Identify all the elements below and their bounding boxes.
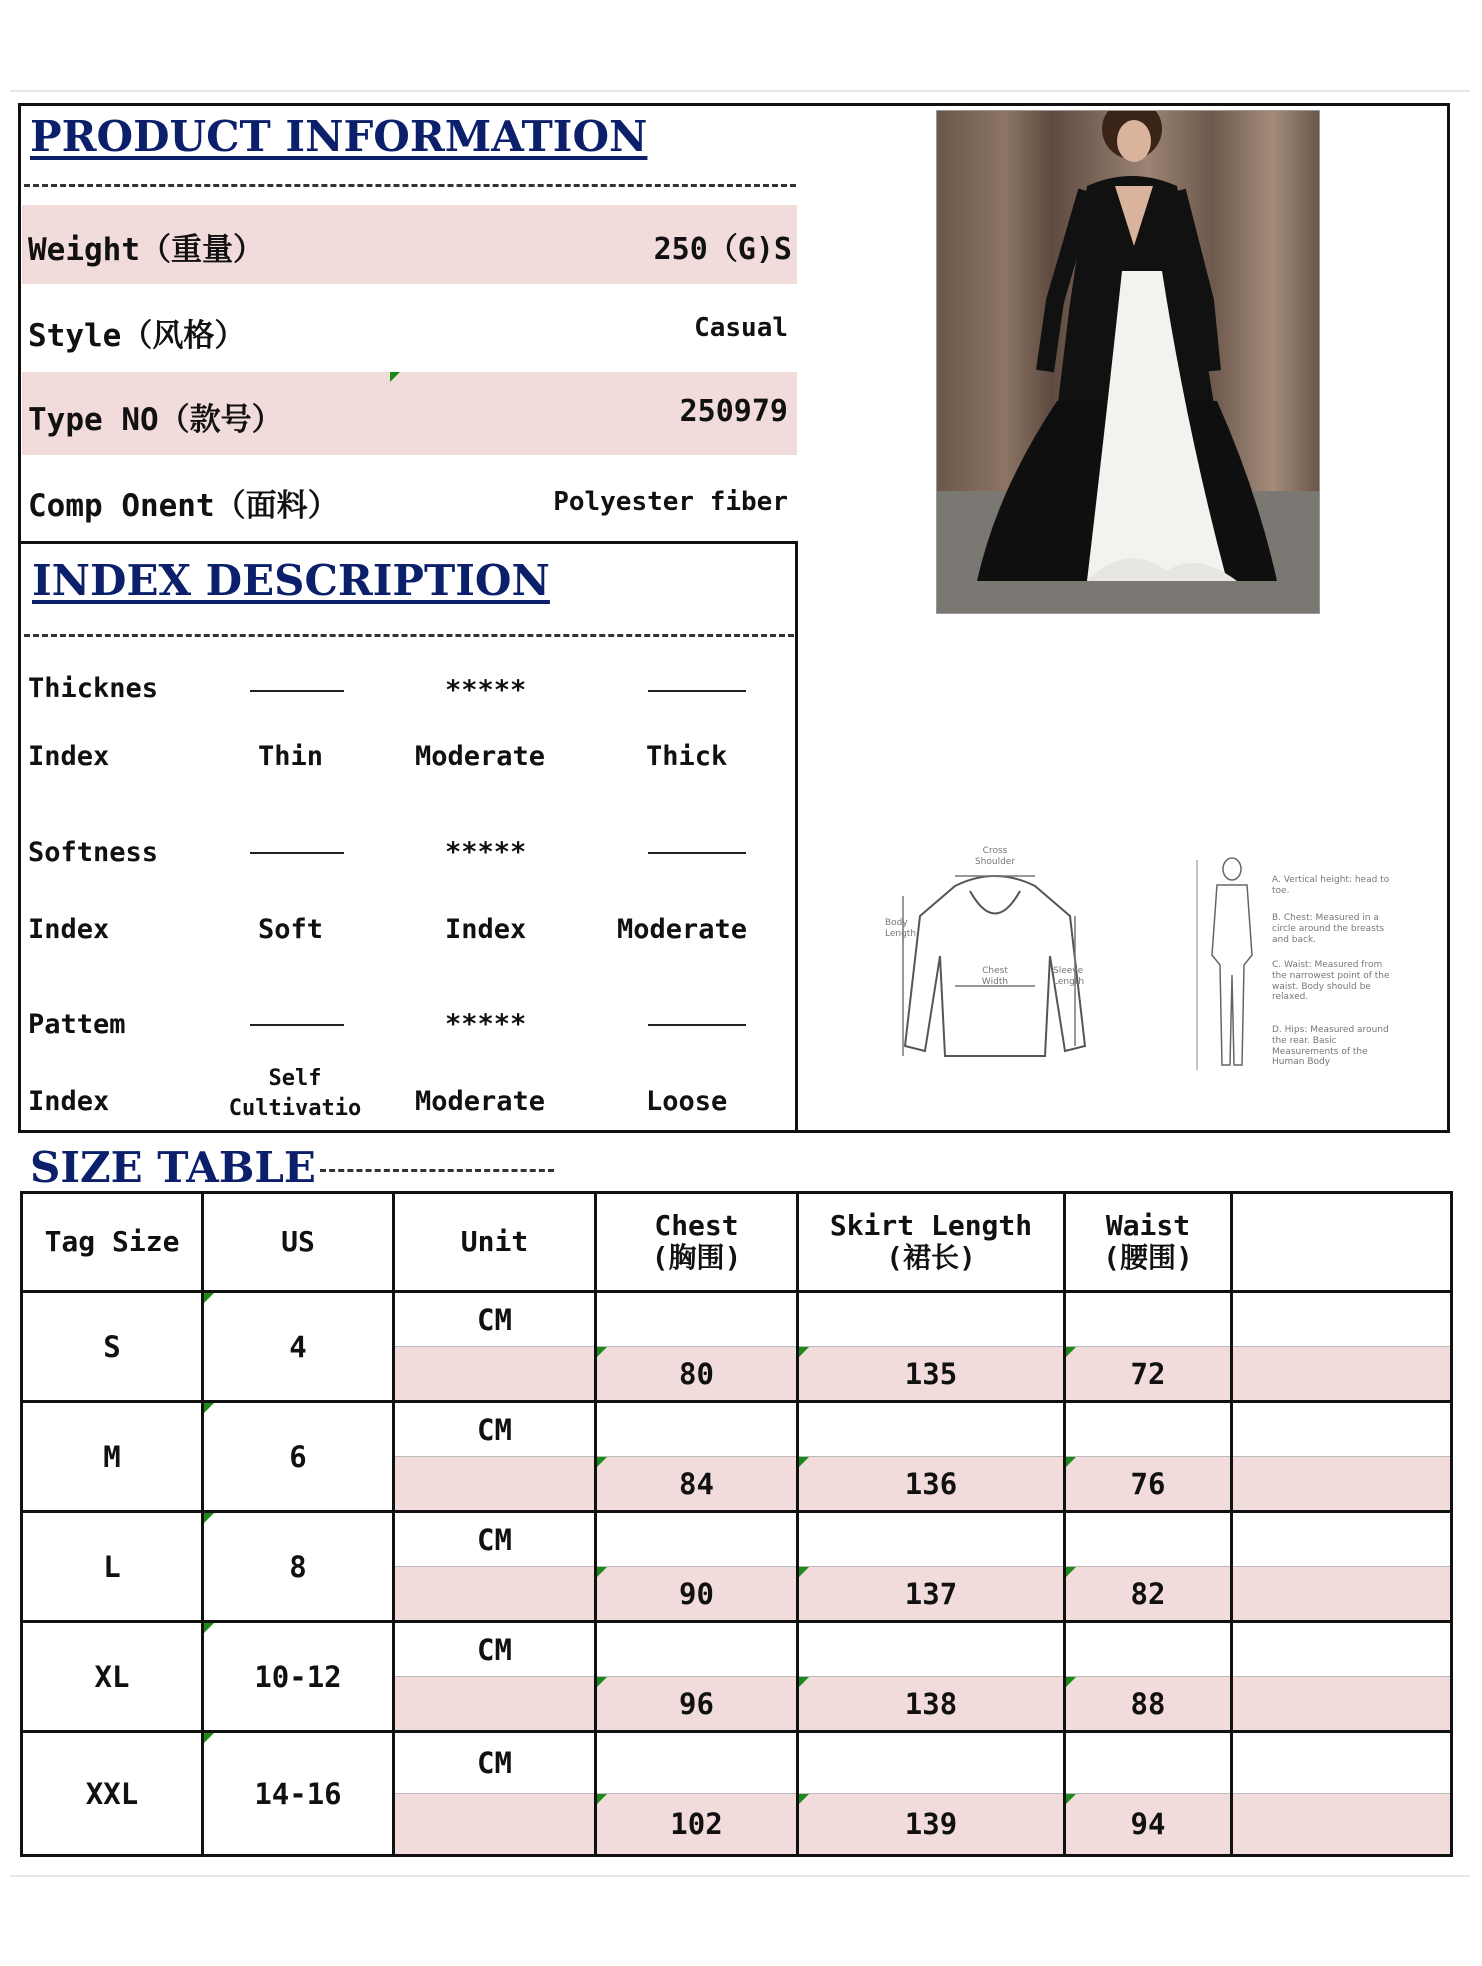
us-size-cell: 8 <box>203 1512 394 1622</box>
measurement-note-d: D. Hips: Measured around the rear. Basic Measurements of the Human Body <box>1272 1025 1389 1068</box>
empty-cell <box>1232 1677 1452 1732</box>
waist-cell: 88 <box>1065 1677 1232 1732</box>
us-size-cell: 10-12 <box>203 1622 394 1732</box>
selected-marker: ***** <box>445 837 527 868</box>
size-table-header <box>22 1193 1452 1292</box>
option-thick: Thick <box>646 741 728 772</box>
empty-cell <box>1232 1732 1452 1794</box>
style-label: Style（风格） <box>28 318 246 354</box>
empty-cell <box>1065 1292 1232 1347</box>
empty-cell <box>1232 1622 1452 1677</box>
waist-cell: 82 <box>1065 1567 1232 1622</box>
empty-cell <box>798 1402 1065 1457</box>
size-table <box>20 1191 1453 1857</box>
weight-value: 250（G)S <box>653 232 792 267</box>
thickness-label: Thicknes <box>28 673 159 704</box>
chest-width-label: Chest Width <box>981 966 1009 987</box>
style-value: Casual <box>694 313 788 343</box>
chest-cell: 90 <box>596 1567 798 1622</box>
body-length-label: Body Length <box>885 918 917 939</box>
weight-label: Weight（重量） <box>28 232 264 268</box>
empty-cell <box>1232 1292 1452 1347</box>
size-tag-cell: L <box>22 1512 203 1622</box>
type-no-value: 250979 <box>679 394 788 429</box>
empty-cell <box>1232 1457 1452 1512</box>
dress-illustration <box>937 111 1319 613</box>
empty-cell <box>1065 1732 1232 1794</box>
unit-cell-shaded <box>394 1677 596 1732</box>
size-table-title-row <box>30 1143 554 1192</box>
sleeve-length-label: Sleeve Length <box>1053 966 1085 987</box>
us-size-cell: 14-16 <box>203 1732 394 1856</box>
option-loose: Loose <box>646 1086 728 1117</box>
pattern-index-label: Index <box>28 1086 110 1117</box>
empty-cell <box>1065 1402 1232 1457</box>
empty-cell <box>798 1292 1065 1347</box>
skirt-length-cell: 136 <box>798 1457 1065 1512</box>
unit-cell-shaded <box>394 1567 596 1622</box>
divider <box>24 184 796 187</box>
header-unit: Unit <box>394 1193 596 1292</box>
size-tag-cell: S <box>22 1292 203 1402</box>
size-tag-cell: M <box>22 1402 203 1512</box>
skirt-length-cell: 139 <box>798 1794 1065 1856</box>
cross-shoulder-label: Cross Shoulder <box>974 846 1016 867</box>
unit-cell: CM <box>394 1512 596 1567</box>
empty-cell <box>798 1622 1065 1677</box>
waist-cell: 72 <box>1065 1347 1232 1402</box>
scale-line <box>250 690 344 692</box>
option-index: Index <box>445 914 527 945</box>
size-table-body <box>22 1292 1452 1856</box>
component-label: Comp Onent（面料） <box>28 488 339 524</box>
header-waist: Waist (腰围) <box>1065 1193 1232 1292</box>
header-skirt-length: Skirt Length (裙长) <box>798 1193 1065 1292</box>
scale-line <box>648 690 746 692</box>
spreadsheet-gridline <box>10 90 1470 92</box>
skirt-length-cell: 137 <box>798 1567 1065 1622</box>
empty-cell <box>1232 1402 1452 1457</box>
empty-cell <box>1065 1512 1232 1567</box>
size-tag-cell: XXL <box>22 1732 203 1856</box>
size-tag-cell: XL <box>22 1622 203 1732</box>
empty-cell <box>1232 1794 1452 1856</box>
unit-cell: CM <box>394 1732 596 1794</box>
scale-line <box>250 852 344 854</box>
chest-cell: 80 <box>596 1347 798 1402</box>
skirt-length-cell: 135 <box>798 1347 1065 1402</box>
divider <box>24 634 794 637</box>
empty-cell <box>798 1732 1065 1794</box>
table-row <box>22 1292 1452 1347</box>
us-size-cell: 4 <box>203 1292 394 1402</box>
title-dashes <box>320 1169 554 1172</box>
waist-cell: 76 <box>1065 1457 1232 1512</box>
index-description-title: INDEX DESCRIPTION <box>32 556 550 605</box>
pattern-label: Pattem <box>28 1009 126 1040</box>
spreadsheet-gridline <box>10 1875 1470 1877</box>
table-row <box>22 1402 1452 1457</box>
scale-line <box>648 852 746 854</box>
scale-line <box>648 1024 746 1026</box>
empty-cell <box>798 1512 1065 1567</box>
option-soft: Soft <box>258 914 324 945</box>
green-marker <box>390 372 400 382</box>
unit-cell: CM <box>394 1292 596 1347</box>
empty-cell <box>1065 1622 1232 1677</box>
empty-cell <box>596 1622 798 1677</box>
table-row <box>22 1622 1452 1677</box>
empty-cell <box>1232 1347 1452 1402</box>
table-row <box>22 1512 1452 1567</box>
unit-cell: CM <box>394 1622 596 1677</box>
empty-cell <box>596 1512 798 1567</box>
unit-cell-shaded <box>394 1347 596 1402</box>
unit-cell-shaded <box>394 1457 596 1512</box>
measurement-note-c: C. Waist: Measured from the narrowest point of the waist. Body should be relaxed. <box>1272 960 1390 1003</box>
option-thin: Thin <box>258 741 324 772</box>
waist-cell: 94 <box>1065 1794 1232 1856</box>
product-photo <box>936 110 1320 614</box>
sweater-outline-icon <box>885 846 1105 1076</box>
chest-cell: 102 <box>596 1794 798 1856</box>
header-tag-size: Tag Size <box>22 1193 203 1292</box>
softness-index-label: Index <box>28 914 110 945</box>
chest-cell: 96 <box>596 1677 798 1732</box>
empty-cell <box>1232 1512 1452 1567</box>
header-empty <box>1232 1193 1452 1292</box>
measurement-note-a: A. Vertical height: head to toe. <box>1272 875 1390 896</box>
size-table-title: SIZE TABLE <box>30 1143 316 1192</box>
product-info-title: PRODUCT INFORMATION <box>30 112 648 161</box>
thickness-index-label: Index <box>28 741 110 772</box>
scale-line <box>250 1024 344 1026</box>
table-row <box>22 1732 1452 1794</box>
type-no-label: Type NO（款号） <box>28 402 283 438</box>
component-value: Polyester fiber <box>553 487 788 517</box>
human-body-outline-icon <box>1192 855 1272 1085</box>
option-moderate: Moderate <box>415 741 546 772</box>
chest-cell: 84 <box>596 1457 798 1512</box>
option-moderate: Moderate <box>415 1086 546 1117</box>
header-chest: Chest (胸围) <box>596 1193 798 1292</box>
empty-cell <box>596 1732 798 1794</box>
softness-label: Softness <box>28 837 159 868</box>
garment-measurement-diagram <box>885 846 1105 1076</box>
option-moderate: Moderate <box>617 914 748 945</box>
empty-cell <box>596 1402 798 1457</box>
selected-marker: ***** <box>445 1009 527 1040</box>
selected-marker: ***** <box>445 675 527 706</box>
unit-cell: CM <box>394 1402 596 1457</box>
us-size-cell: 6 <box>203 1402 394 1512</box>
empty-cell <box>1232 1567 1452 1622</box>
header-us: US <box>203 1193 394 1292</box>
unit-cell-shaded <box>394 1794 596 1856</box>
empty-cell <box>596 1292 798 1347</box>
body-measurement-diagram <box>1192 855 1402 1085</box>
skirt-length-cell: 138 <box>798 1677 1065 1732</box>
measurement-note-b: B. Chest: Measured in a circle around the breasts and back. <box>1272 913 1385 945</box>
option-self-cultivation: Self Cultivatio <box>228 1066 362 1121</box>
